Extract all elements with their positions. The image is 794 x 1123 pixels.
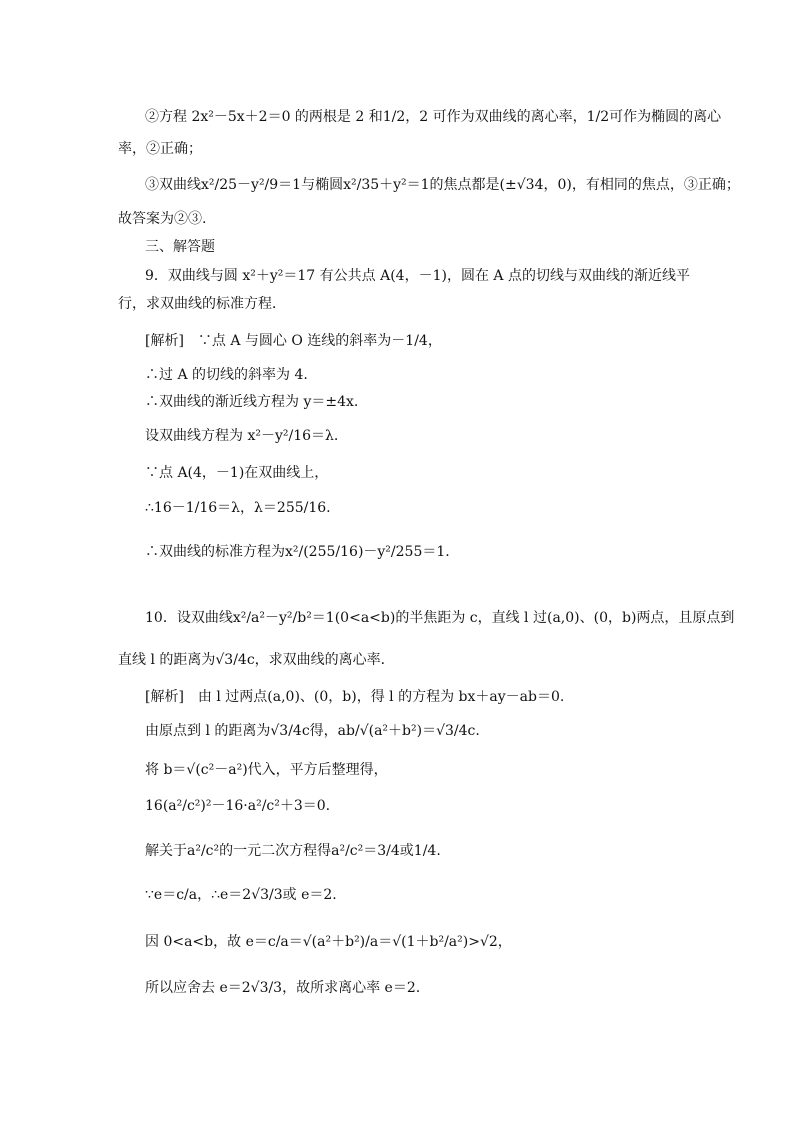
solution-10-line-7: 因 0<a<b，故 e＝c/a＝√(a²＋b²)/a＝√(1＋b²/a²)>√2， — [145, 934, 512, 950]
solution-10-line-2: 由原点到 l 的距离为√3/4c得，ab/√(a²＋b²)＝√3/4c. — [145, 723, 480, 739]
solution-9-line-1: [解析] ∵点 A 与圆心 O 连线的斜率为－1/4， — [145, 333, 442, 349]
problem-9-line-2: 行，求双曲线的标准方程． — [118, 296, 286, 312]
solution-10-line-1: [解析] 由 l 过两点(a,0)、(0，b)，得 l 的方程为 bx＋ay－ab＝0. — [145, 689, 565, 705]
solution-9-line-6: ∴16－1/16＝λ，λ＝255/16. — [145, 500, 331, 516]
solution-9-line-2: ∴过 A 的切线的斜率为 4. — [145, 367, 308, 383]
line-2: 率，②正确； — [118, 141, 202, 157]
line-1: ②方程 2x²－5x＋2＝0 的两根是 2 和1/2，2 可作为双曲线的离心率，1/2可作为椭圆的离心 — [145, 109, 722, 125]
line-3: ③双曲线x²/25－y²/9＝1与椭圆x²/35＋y²＝1的焦点都是(±√34，0)，有相同的焦点，③正确； — [145, 177, 740, 193]
solution-10-line-3: 将 b＝√(c²－a²)代入，平方后整理得， — [145, 762, 388, 778]
problem-9-line-1: 9．双曲线与圆 x²＋y²＝17 有公共点 A(4，－1)，圆在 A 点的切线与双曲线的渐近线平 — [145, 268, 690, 284]
solution-10-line-8: 所以应舍去 e＝2√3/3，故所求离心率 e＝2. — [145, 980, 421, 996]
solution-10-line-5: 解关于a²/c²的一元二次方程得a²/c²＝3/4或1/4. — [145, 843, 441, 859]
solution-9-line-5: ∵点 A(4，－1)在双曲线上， — [145, 465, 329, 481]
solution-10-line-6: ∵e＝c/a，∴e＝2√3/3或 e＝2. — [145, 887, 337, 903]
solution-9-line-7: ∴双曲线的标准方程为x²/(255/16)－y²/255＝1. — [145, 544, 450, 560]
line-4: 故答案为②③. — [118, 211, 207, 227]
solution-10-line-4: 16(a²/c²)²－16·a²/c²＋3＝0. — [145, 798, 331, 814]
solution-9-line-4: 设双曲线方程为 x²－y²/16＝λ. — [145, 428, 339, 444]
problem-10-line-2: 直线 l 的距离为√3/4c，求双曲线的离心率． — [118, 652, 395, 668]
solution-9-line-3: ∴双曲线的渐近线方程为 y＝±4x. — [145, 394, 359, 410]
section-heading: 三、解答题 — [145, 239, 215, 255]
problem-10-line-1: 10．设双曲线x²/a²－y²/b²＝1(0<a<b)的半焦距为 c，直线 l 过(a,0)、(0，b)两点，且原点到 — [145, 610, 735, 626]
